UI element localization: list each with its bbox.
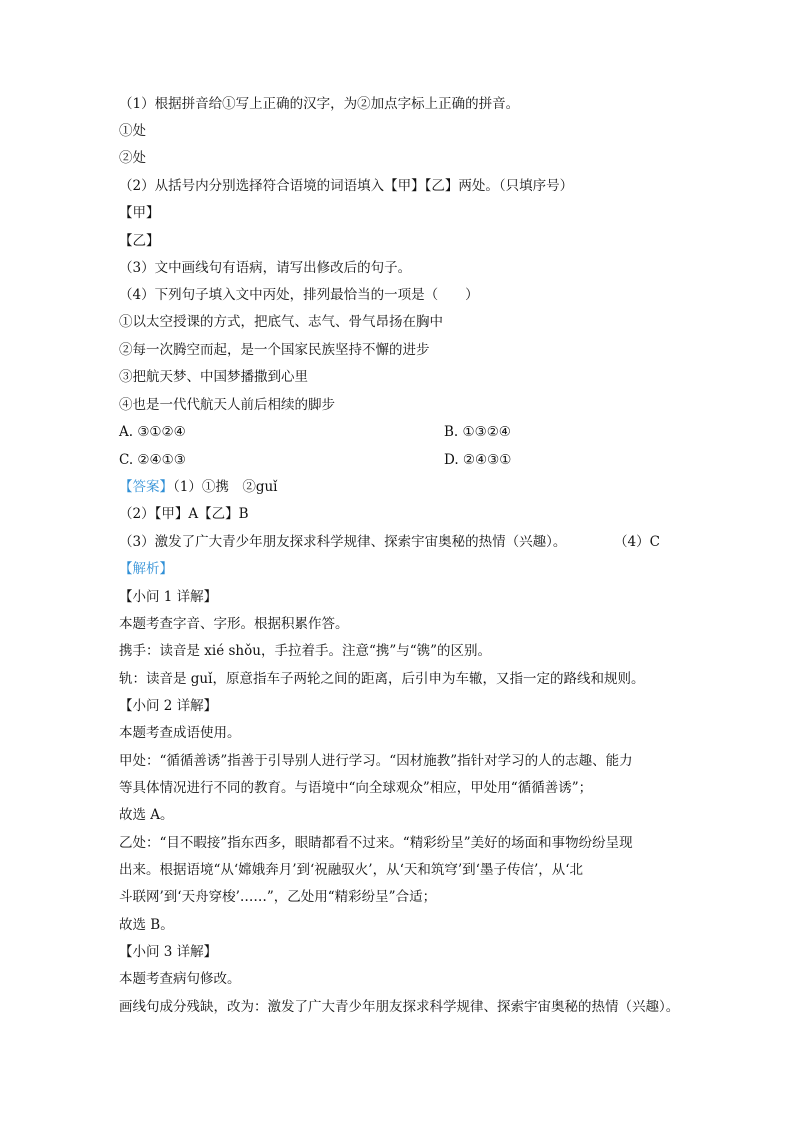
answer-4: （4）C (614, 534, 660, 550)
question-2-yi: 【乙】 (119, 233, 160, 249)
answer-2: （2）【甲】A【乙】B (119, 506, 249, 522)
subquestion-3-heading: 【小问 3 详解】 (119, 944, 218, 960)
question-3: （3）文中画线句有语病，请写出修改后的句子。 (119, 260, 412, 276)
answer-3: （3）激发了广大青少年朋友探求科学规律、探索宇宙奥秘的热情（兴趣）。 (119, 534, 567, 550)
options-row-1 (119, 422, 689, 442)
question-1: （1）根据拼音给①写上正确的汉字，为②加点字标上正确的拼音。 (119, 96, 520, 112)
option-c: C. ②④①③ (119, 452, 186, 468)
subquestion-3-para-2: 画线句成分残缺，改为：激发了广大青少年朋友探求科学规律、探索宇宙奥秘的热情（兴趣）。 (119, 999, 680, 1015)
question-4: （4）下列句子填入文中丙处，排列最恰当的一项是（ ） (119, 287, 479, 303)
question-4-sentence-1: ①以太空授课的方式，把底气、志气、骨气昂扬在胸中 (119, 314, 443, 330)
options-row-2 (119, 450, 689, 470)
question-4-sentence-2: ②每一次腾空而起，是一个国家民族坚持不懈的进步 (119, 342, 430, 358)
answer-line-1 (119, 477, 689, 497)
option-b: B. ①③②④ (444, 424, 511, 440)
question-1-blank-a: ①处 (119, 123, 146, 139)
analysis-tag: 【解析】 (119, 561, 173, 577)
answer-line-3 (119, 532, 689, 552)
answer-tag: 【答案】 (119, 479, 173, 495)
subquestion-2-para-1: 本题考查成语使用。 (119, 725, 241, 741)
subquestion-2-para-2c: 故选 A。 (119, 807, 174, 823)
subquestion-2-heading: 【小问 2 详解】 (119, 698, 218, 714)
subquestion-1-para-2: 携手：读音是 xié shǒu，手拉着手。注意“携”与“镌”的区别。 (119, 643, 492, 659)
subquestion-2-para-3d: 故选 B。 (119, 917, 174, 933)
subquestion-2-para-3b: 出来。根据语境“从‘嫦娥奔月’到‘祝融驭火’，从‘天和筑穹’到‘墨子传信’，从‘北 (119, 862, 584, 878)
option-a: A. ③①②④ (119, 424, 186, 440)
question-4-sentence-3: ③把航天梦、中国梦播撒到心里 (119, 369, 308, 385)
question-4-sentence-4: ④也是一代代航天人前后相续的脚步 (119, 397, 335, 413)
question-2: （2）从括号内分别选择符合语境的词语填入【甲】【乙】两处。（只填序号） (119, 178, 574, 194)
question-1-blank-b: ②处 (119, 150, 146, 166)
subquestion-1-para-1: 本题考查字音、字形。根据积累作答。 (119, 616, 349, 632)
subquestion-1-para-3: 轨：读音是 guǐ，原意指车子两轮之间的距离，后引申为车辙，又指一定的路线和规则。 (119, 671, 645, 687)
option-d: D. ②④③① (444, 452, 512, 468)
question-2-jia: 【甲】 (119, 205, 160, 221)
subquestion-2-para-3c: 斗联网’到‘天舟穿梭’……”，乙处用“精彩纷呈”合适； (119, 889, 437, 905)
subquestion-2-para-3a: 乙处：“目不暇接”指东西多，眼睛都看不过来。“精彩纷呈”美好的场面和事物纷纷呈现 (119, 835, 633, 851)
subquestion-1-heading: 【小问 1 详解】 (119, 589, 218, 605)
answer-1: （1）①携 ②guǐ (173, 479, 278, 495)
subquestion-2-para-2b: 等具体情况进行不同的教育。与语境中“向全球观众”相应，甲处用“循循善诱”； (119, 780, 593, 796)
subquestion-2-para-2a: 甲处：“循循善诱”指善于引导别人进行学习。“因材施教”指针对学习的人的志趣、能力 (119, 753, 633, 769)
subquestion-3-para-1: 本题考查病句修改。 (119, 971, 241, 987)
